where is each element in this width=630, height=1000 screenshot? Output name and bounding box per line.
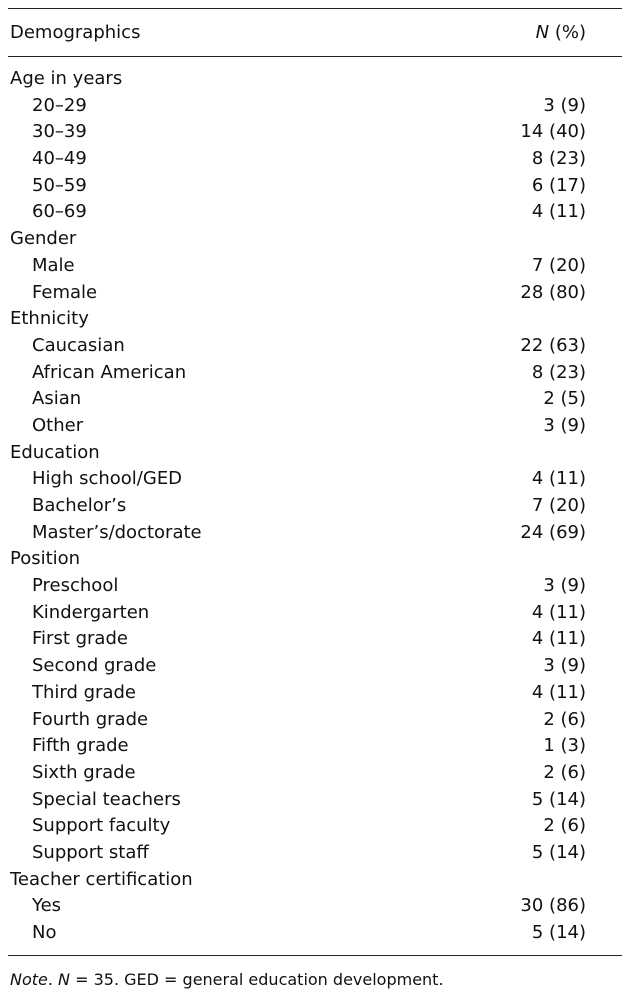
row-value: 5 (14): [531, 841, 586, 863]
table-header: [8, 18, 622, 48]
table-row: [8, 920, 622, 947]
row-value: 4 (11): [531, 468, 586, 490]
row-label: Preschool: [32, 575, 119, 597]
table-row: [8, 626, 622, 653]
note-sep: .: [47, 970, 59, 989]
row-label: Second grade: [32, 655, 157, 677]
row-value: 4 (11): [531, 601, 586, 623]
table-row: [8, 733, 622, 760]
row-value: 5 (14): [531, 788, 586, 810]
row-value: 22 (63): [520, 334, 586, 356]
table-row: [8, 653, 622, 680]
group-label: Education: [10, 441, 100, 463]
table-row: [8, 413, 622, 440]
row-label: 30–39: [32, 121, 87, 143]
table-row: [8, 787, 622, 814]
table-row: [8, 199, 622, 226]
row-value: 4 (11): [531, 201, 586, 223]
row-label: Asian: [32, 388, 82, 410]
note-label: Note: [10, 970, 48, 989]
row-value: 2 (6): [543, 761, 586, 783]
table-row: [8, 333, 622, 360]
row-label: Third grade: [32, 681, 136, 703]
group-label: Gender: [10, 228, 77, 250]
row-value: 4 (11): [531, 681, 586, 703]
table-row: [8, 466, 622, 493]
header-demographics: Demographics: [10, 22, 141, 43]
header-rule: [8, 56, 622, 57]
row-label: Male: [32, 254, 75, 276]
group-label: Age in years: [10, 68, 123, 89]
top-rule: [8, 8, 622, 9]
header-n-percent: [536, 18, 586, 48]
row-value: 14 (40): [520, 121, 586, 143]
group-row: [8, 66, 622, 93]
row-value: 3 (9): [543, 414, 586, 436]
table-row: [8, 893, 622, 920]
row-label: No: [32, 922, 57, 943]
table-row: [8, 280, 622, 307]
row-label: Fifth grade: [32, 735, 129, 757]
row-value: 3 (9): [543, 94, 586, 116]
group-label: Position: [10, 548, 81, 570]
row-label: Special teachers: [32, 788, 181, 810]
row-value: 28 (80): [520, 281, 586, 303]
note-n: N: [58, 970, 71, 989]
header-n: N: [535, 22, 550, 43]
row-value: 5 (14): [531, 922, 586, 943]
row-label: African American: [32, 361, 187, 383]
table-row: [8, 680, 622, 707]
group-label: Teacher certification: [10, 868, 193, 890]
group-row: [8, 226, 622, 253]
row-value: 7 (20): [531, 254, 586, 276]
row-label: Sixth grade: [32, 761, 136, 783]
row-label: Kindergarten: [32, 601, 150, 623]
row-value: 4 (11): [531, 628, 586, 650]
table-row: [8, 813, 622, 840]
header-percent: (%): [549, 22, 586, 43]
table-row: [8, 146, 622, 173]
note-text: = 35. GED = general education development.: [70, 970, 444, 989]
row-label: 50–59: [32, 174, 87, 196]
row-label: Female: [32, 281, 98, 303]
row-label: Support staff: [32, 841, 149, 863]
table-row: [8, 386, 622, 413]
table-row: [8, 93, 622, 120]
row-label: Bachelor’s: [32, 495, 127, 516]
row-label: 60–69: [32, 201, 87, 223]
group-row: [8, 546, 622, 573]
row-label: Master’s/doctorate: [32, 521, 202, 543]
row-value: 8 (23): [531, 361, 586, 383]
table-row: [8, 520, 622, 547]
table-body: [8, 66, 622, 947]
row-value: 8 (23): [531, 148, 586, 170]
row-label: High school/GED: [32, 468, 183, 490]
row-value: 2 (6): [543, 815, 586, 837]
group-row: [8, 306, 622, 333]
bottom-rule: [8, 955, 622, 956]
row-value: 30 (86): [520, 895, 586, 917]
table-row: [8, 707, 622, 734]
row-label: First grade: [32, 628, 128, 650]
table-row: [8, 119, 622, 146]
row-value: 1 (3): [543, 735, 586, 757]
table-row: [8, 573, 622, 600]
row-value: 6 (17): [531, 174, 586, 196]
row-label: Fourth grade: [32, 708, 149, 730]
table-row: [8, 600, 622, 627]
table-row: [8, 253, 622, 280]
row-value: 2 (6): [543, 708, 586, 730]
table-row: [8, 760, 622, 787]
row-value: 3 (9): [543, 575, 586, 597]
group-row: [8, 440, 622, 467]
row-value: 7 (20): [531, 495, 586, 516]
row-label: Yes: [32, 895, 62, 917]
group-label: Ethnicity: [10, 308, 89, 330]
table-note: [10, 968, 444, 992]
group-row: [8, 867, 622, 894]
row-value: 3 (9): [543, 655, 586, 677]
row-value: 2 (5): [543, 388, 586, 410]
row-label: Other: [32, 414, 84, 436]
row-label: 20–29: [32, 94, 87, 116]
row-value: 24 (69): [520, 521, 586, 543]
row-label: Support faculty: [32, 815, 171, 837]
row-label: 40–49: [32, 148, 87, 170]
row-label: Caucasian: [32, 334, 125, 356]
table-row: [8, 840, 622, 867]
table-row: [8, 493, 622, 520]
table-row: [8, 173, 622, 200]
table-row: [8, 360, 622, 387]
